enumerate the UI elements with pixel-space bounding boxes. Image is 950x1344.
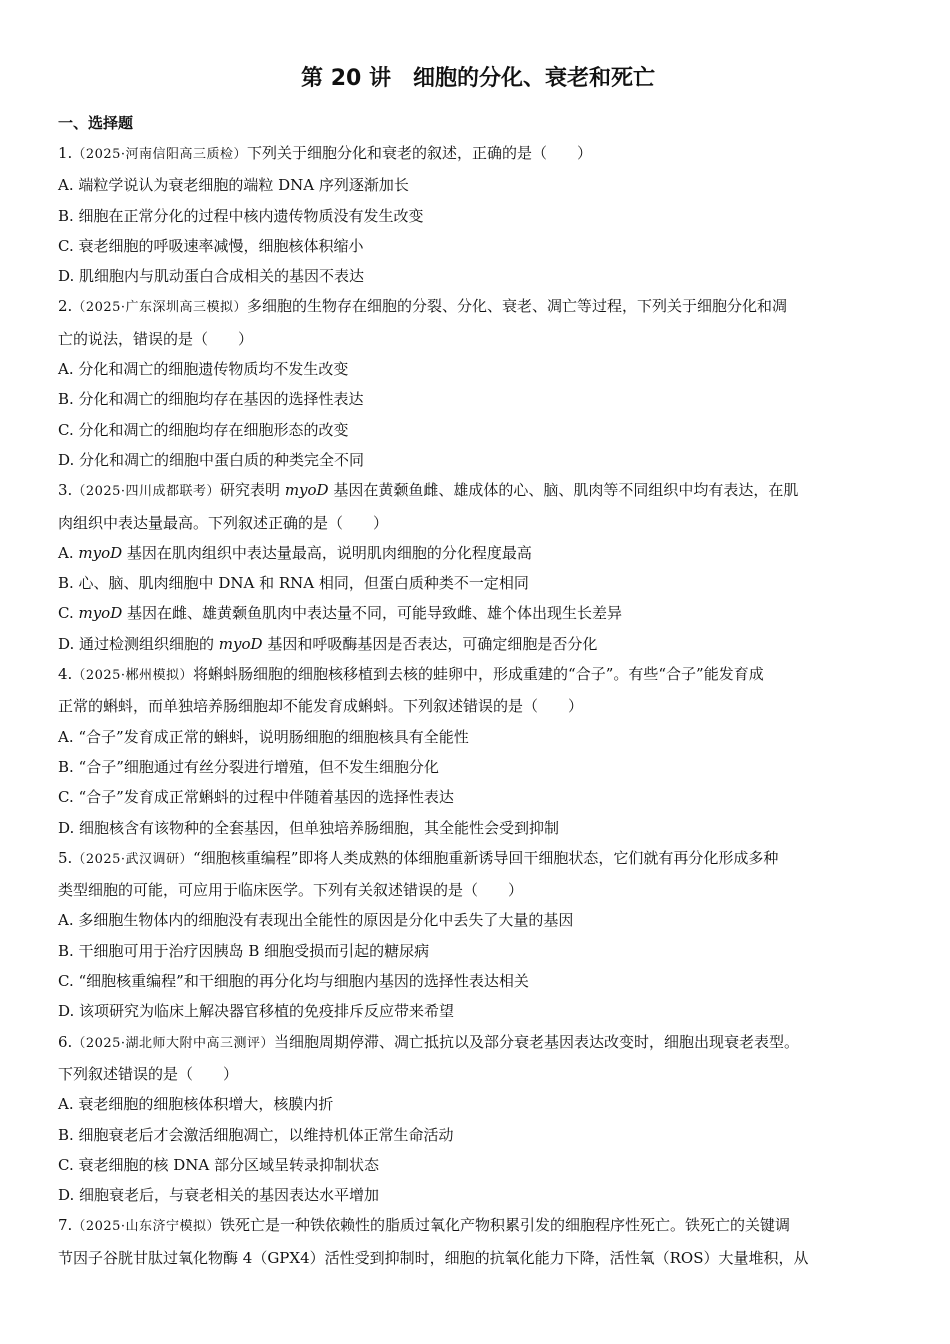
question-stem [58, 659, 898, 691]
question-text: 当细胞周期停滞、凋亡抵抗以及部分衰老基因表达改变时，细胞出现衰老表型。 [274, 1032, 800, 1051]
question-5 [58, 843, 898, 1027]
question-stem [58, 291, 898, 323]
option-c: C. myoD 基因在雌、雄黄颡鱼肌肉中表达量不同，可能导致雌、雄个体出现生长差异 [58, 604, 623, 623]
option-b: B. 心、脑、肌肉细胞中 DNA 和 RNA 相同，但蛋白质种类不一定相同 [58, 574, 529, 593]
option-d: D. 通过检测组织细胞的 myoD 基因和呼吸酶基因是否表达，可确定细胞是否分化 [58, 634, 598, 653]
question-number: 6. [58, 1032, 73, 1051]
option-a: A. 端粒学说认为衰老细胞的端粒 DNA 序列逐渐加长 [58, 176, 409, 195]
option-c: C. 衰老细胞的呼吸速率减慢，细胞核体积缩小 [58, 236, 364, 255]
gene-name: myoD [284, 481, 329, 500]
question-source: （2025·湖北师大附中高三测评） [72, 1035, 275, 1051]
option-d: D. 该项研究为临床上解决器官移植的免疫排斥反应带来希望 [58, 1002, 455, 1021]
option-d: D. 细胞衰老后，与衰老相关的基因表达水平增加 [58, 1186, 380, 1205]
question-source: （2025·河南信阳高三质检） [72, 147, 248, 162]
option-a: A. 多细胞生物体内的细胞没有表现出全能性的原因是分化中丢失了大量的基因 [58, 911, 574, 930]
question-number: 7. [58, 1216, 73, 1235]
option-d: D. 分化和凋亡的细胞中蛋白质的种类完全不同 [58, 450, 365, 469]
option-a: A. 衰老细胞的细胞核体积增大，核膜内折 [58, 1095, 334, 1114]
question-number: 5. [58, 848, 73, 867]
question-number: 1. [58, 144, 73, 162]
question-1 [58, 138, 898, 291]
question-text: 下列关于细胞分化和衰老的叙述，正确的是（ ） [247, 144, 593, 162]
question-stem-continued: 肉组织中表达量最高。下列叙述正确的是（ ） [58, 513, 389, 532]
question-3 [58, 475, 898, 659]
option-a: A. “合子”发育成正常的蝌蚪，说明肠细胞的细胞核具有全能性 [58, 727, 469, 746]
question-2 [58, 291, 898, 475]
option-b: B. “合子”细胞通过有丝分裂进行增殖，但不发生细胞分化 [58, 757, 439, 776]
option-a: A. myoD 基因在肌肉组织中表达量最高，说明肌肉细胞的分化程度最高 [58, 543, 532, 562]
question-stem-continued: 正常的蝌蚪，而单独培养肠细胞却不能发育成蝌蚪。下列叙述错误的是（ ） [58, 697, 584, 716]
option-b: B. 细胞在正常分化的过程中核内遗传物质没有发生改变 [58, 206, 424, 225]
option-a: A. 分化和凋亡的细胞遗传物质均不发生改变 [58, 360, 349, 379]
option-c: C. 衰老细胞的核 DNA 部分区域呈转录抑制状态 [58, 1155, 380, 1174]
question-text: “细胞核重编程”即将人类成熟的体细胞重新诱导回干细胞状态，它们就有再分化形成多种 [193, 848, 779, 867]
gene-name: myoD [218, 634, 263, 653]
question-source: （2025·山东济宁模拟） [72, 1219, 221, 1235]
question-6 [58, 1027, 898, 1211]
option-b: B. 细胞衰老后才会激活细胞凋亡，以维持机体正常生命活动 [58, 1125, 454, 1144]
section-heading: 一、选择题 [58, 114, 134, 132]
option-c: C. 分化和凋亡的细胞均存在细胞形态的改变 [58, 420, 349, 439]
question-stem-continued: 亡的说法，错误的是（ ） [58, 329, 254, 348]
option-c: C. “细胞核重编程”和干细胞的再分化均与细胞内基因的选择性表达相关 [58, 972, 529, 991]
question-text: 铁死亡是一种铁依赖性的脂质过氧化产物积累引发的细胞程序性死亡。铁死亡的关键调 [220, 1216, 791, 1235]
question-source: （2025·广东深圳高三模拟） [72, 300, 248, 316]
question-number: 3. [58, 481, 73, 500]
question-stem: 3.（2025·四川成都联考）研究表明 myoD 基因在黄颡鱼雌、雄成体的心、脑、肌肉等不同组织中均有表达，在肌 [58, 481, 799, 500]
question-stem-continued: 下列叙述错误的是（ ） [58, 1064, 239, 1083]
question-source: （2025·武汉调研） [72, 851, 194, 867]
option-b: B. 分化和凋亡的细胞均存在基因的选择性表达 [58, 390, 364, 409]
question-7 [58, 1210, 898, 1273]
question-number: 2. [58, 297, 73, 316]
question-stem [58, 1027, 898, 1059]
question-stem [58, 843, 898, 875]
option-b: B. 干细胞可用于治疗因胰岛 B 细胞受损而引起的糖尿病 [58, 941, 430, 960]
gene-name: myoD [78, 604, 123, 623]
option-d: D. 肌细胞内与肌动蛋白合成相关的基因不表达 [58, 267, 365, 286]
question-text: 多细胞的生物存在细胞的分裂、分化、衰老、凋亡等过程，下列关于细胞分化和凋 [247, 297, 788, 316]
gene-name: myoD [78, 543, 123, 562]
question-stem-continued: 类型细胞的可能，可应用于临床医学。下列有关叙述错误的是（ ） [58, 881, 524, 900]
question-number: 4. [58, 665, 73, 684]
document-page [58, 62, 898, 1273]
question-stem [58, 138, 898, 170]
option-c: C. “合子”发育成正常蝌蚪的过程中伴随着基因的选择性表达 [58, 788, 454, 807]
option-d: D. 细胞核含有该物种的全套基因，但单独培养肠细胞，其全能性会受到抑制 [58, 818, 560, 837]
question-source: （2025·郴州模拟） [72, 668, 194, 684]
question-source: （2025·四川成都联考） [72, 484, 221, 500]
question-4 [58, 659, 898, 843]
question-stem [58, 1210, 898, 1242]
page-title: 第 20 讲 细胞的分化、衰老和死亡 [301, 66, 655, 91]
question-stem-continued: 节因子谷胱甘肽过氧化物酶 4（GPX4）活性受到抑制时，细胞的抗氧化能力下降，活性氧（ROS）大量堆积，从 [58, 1248, 809, 1267]
question-text: 将蝌蚪肠细胞的细胞核移植到去核的蛙卵中，形成重建的“合子”。有些“合子”能发育成 [193, 665, 764, 684]
